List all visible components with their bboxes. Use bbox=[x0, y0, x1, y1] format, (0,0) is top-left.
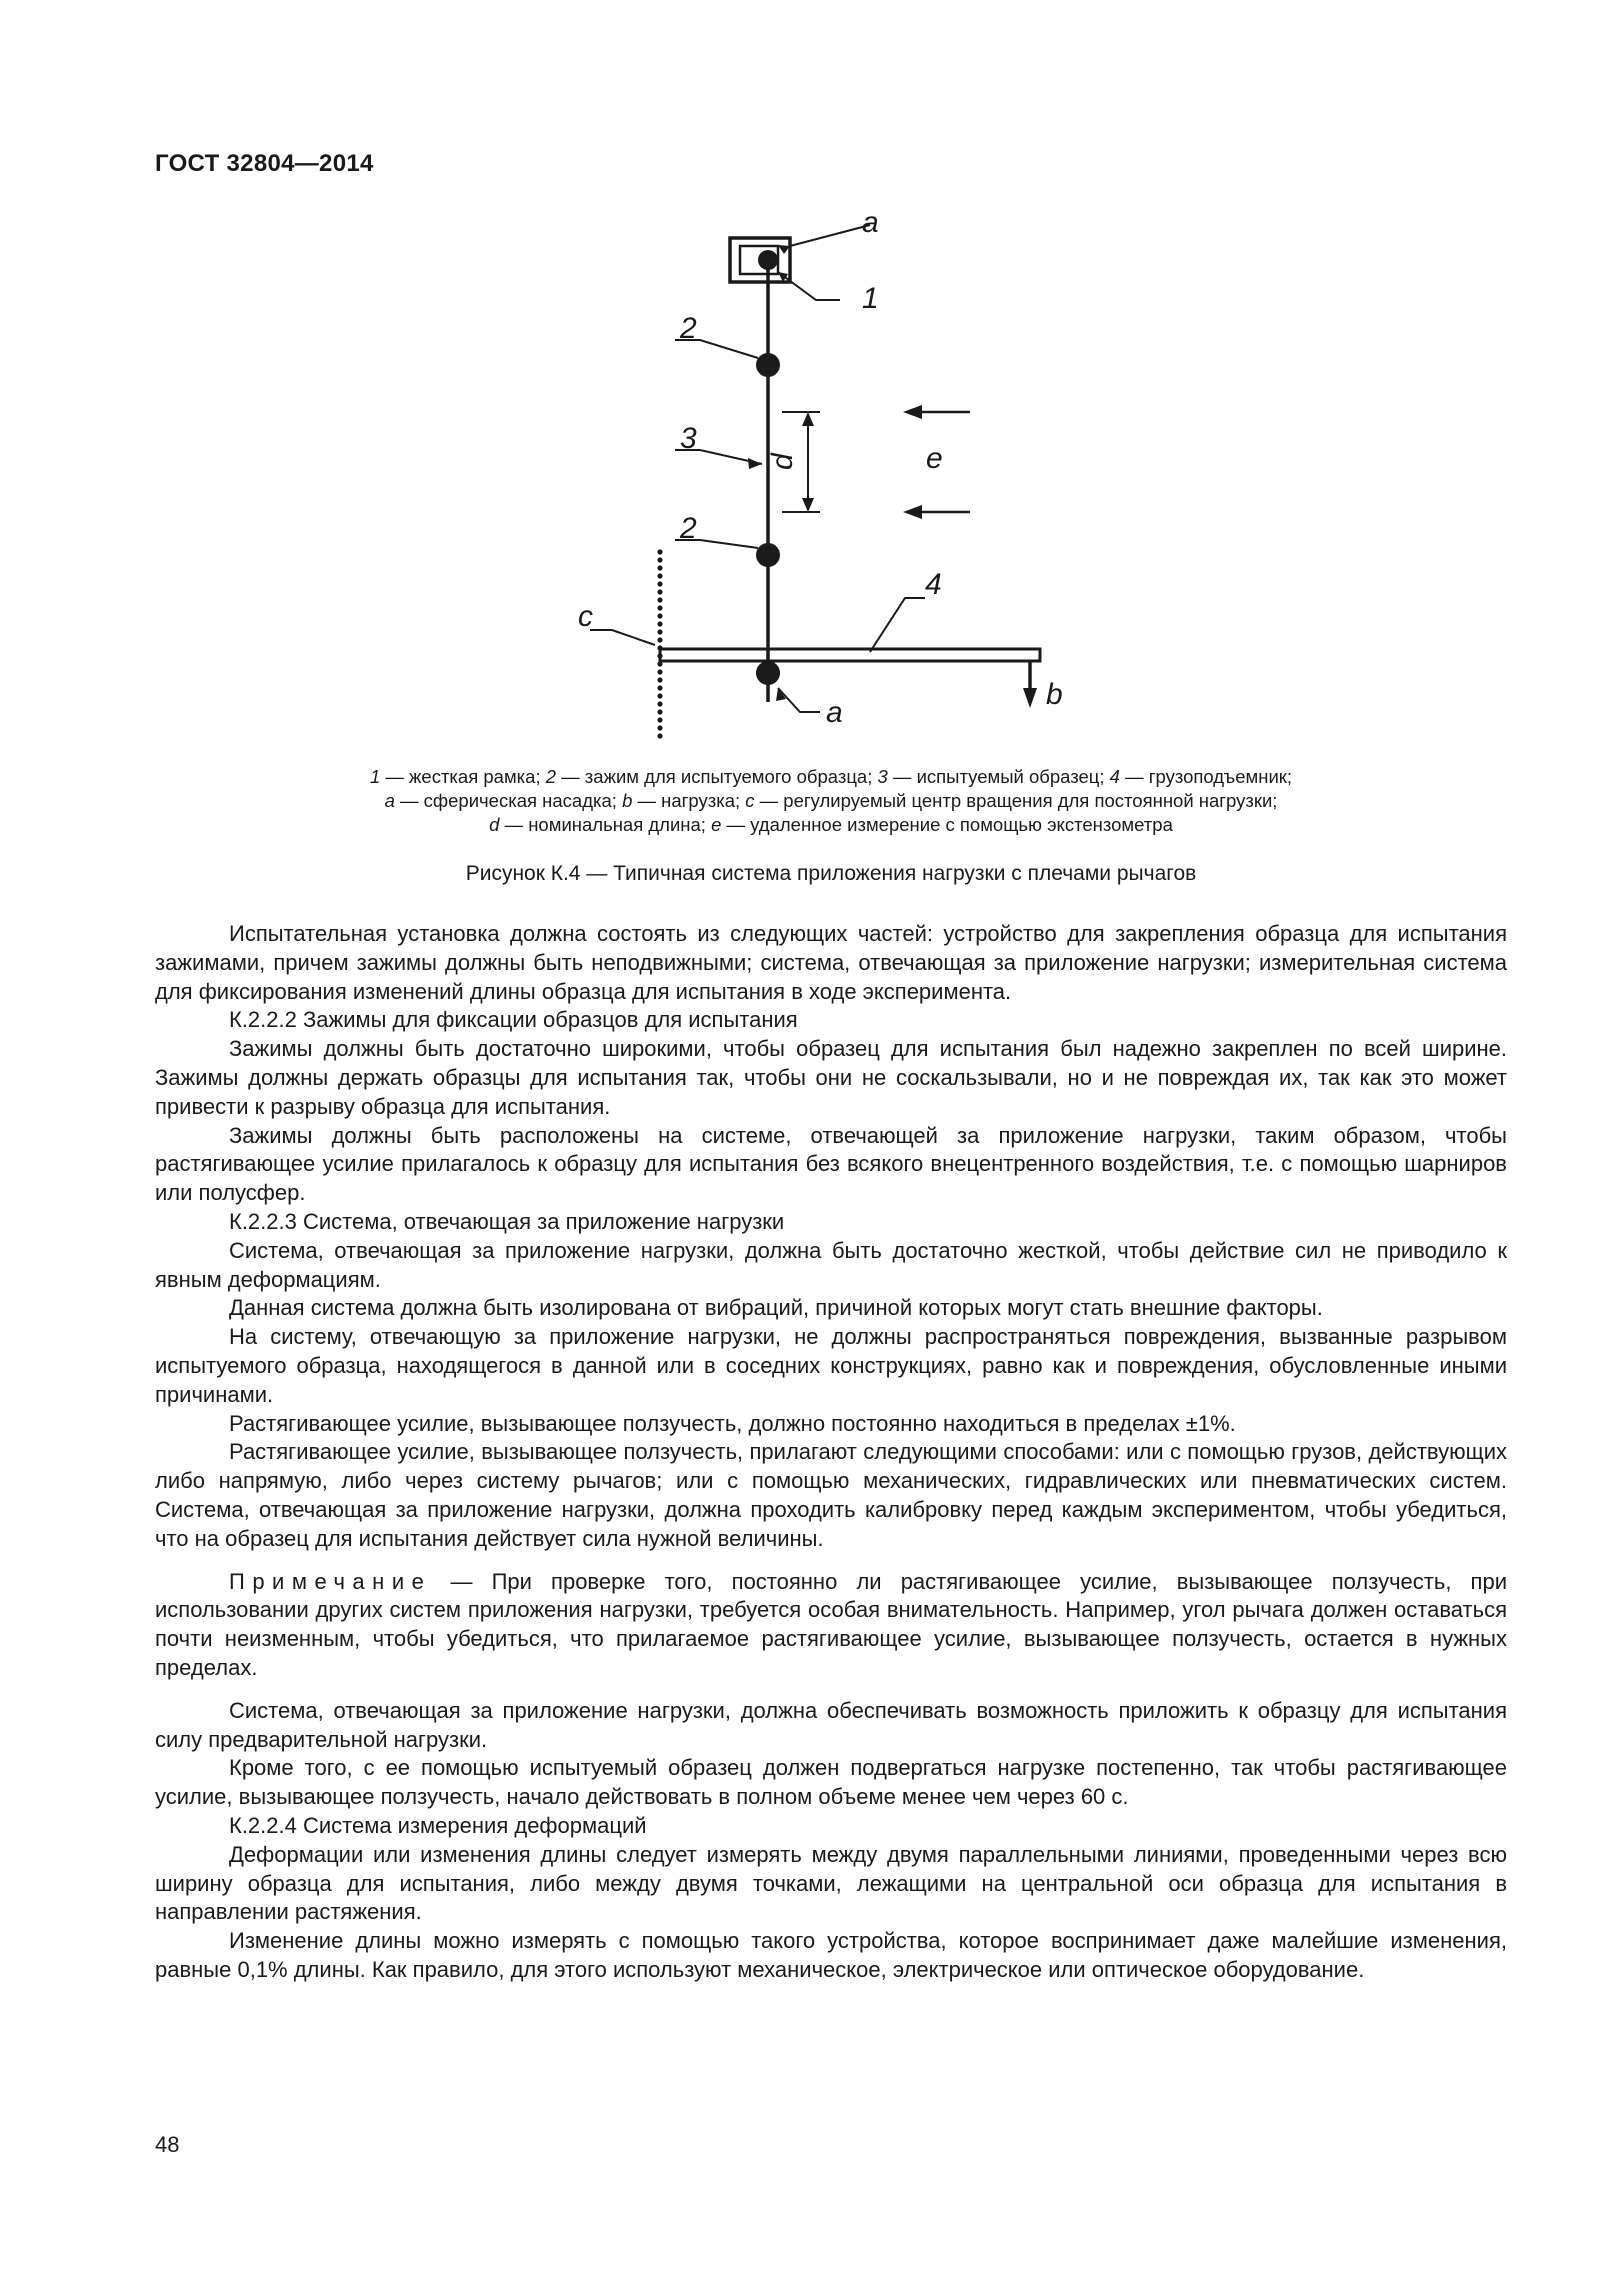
note bbox=[155, 1568, 1507, 1683]
note-label: Примечание bbox=[229, 1568, 432, 1594]
label-d: d bbox=[766, 453, 799, 470]
clamp-top bbox=[756, 353, 780, 377]
paragraph: Система, отвечающая за приложение нагрузки, должна быть достаточно жесткой, чтобы действие сил не приводило к явным деформациям. bbox=[155, 1237, 1507, 1292]
label-2-top: 2 bbox=[680, 312, 697, 345]
label-e: e bbox=[926, 442, 943, 475]
paragraph: Зажимы должны быть расположены на системе, отвечающей за приложение нагрузки, таким образом, чтобы растягивающее усилие прилагалось к образцу для испытания без всякого внецентренного воздействия, т.е. с помощью шарниров или полусфер. bbox=[155, 1122, 1507, 1206]
figure-caption: Рисунок К.4 — Типичная система приложения нагрузки с плечами рычагов bbox=[465, 862, 1197, 885]
paragraph: Растягивающее усилие, вызывающее ползучесть, прилагают следующими способами: или с помощью грузов, действующих либо напрямую, либо через систему рычагов; или с помощью механических, гидравлических или пневматических систем. Система, отвечающая за приложение нагрузки, должна проходить калибровку перед каждым экспериментом, чтобы убедиться, что на образец для испытания действует сила нужной величины. bbox=[155, 1439, 1507, 1551]
paragraph: Кроме того, с ее помощью испытуемый образец должен подвергаться нагрузке постепенно, так чтобы растягивающее усилие, вызывающее ползучесть, начало действовать в полном объеме менее чем через 60 с. bbox=[155, 1755, 1507, 1810]
label-c: c bbox=[578, 600, 593, 633]
paragraph: Деформации или изменения длины следует измерять между двумя параллельными линиями, проведенными через всю ширину образца для испытания, либо между двумя точками, лежащими на центральной оси образца для испытания в направлении растяжения. bbox=[155, 1841, 1507, 1925]
load-arrow-b bbox=[1023, 688, 1037, 708]
label-3: 3 bbox=[680, 422, 697, 455]
label-2-bottom: 2 bbox=[680, 512, 697, 545]
paragraph: Изменение длины можно измерять с помощью такого устройства, которое воспринимает даже малейшие изменения, равные 0,1% длины. Как правило, для этого используют механическое, электрическое или оптическое оборудование. bbox=[155, 1928, 1507, 1982]
pivot-column bbox=[657, 549, 662, 738]
label-a-top: a bbox=[862, 206, 879, 239]
legend-line-1: 1 — жесткая рамка; 2 — зажим для испытуемого образца; 3 — испытуемый образец; 4 — грузоподъемник; bbox=[369, 766, 1293, 787]
lever-arm bbox=[660, 649, 1040, 661]
figure-k4 bbox=[560, 205, 1080, 745]
page-number: 48 bbox=[155, 2132, 180, 2157]
section-heading: К.2.2.4 Система измерения деформаций bbox=[229, 1812, 647, 1838]
document-header: ГОСТ 32804—2014 bbox=[155, 150, 374, 177]
label-1: 1 bbox=[862, 282, 879, 315]
legend-line-3: d — номинальная длина; e — удаленное измерение с помощью экстензометра bbox=[489, 814, 1173, 835]
clamp-bottom bbox=[756, 543, 780, 567]
spherical-fitting-bottom bbox=[756, 661, 780, 685]
paragraph: Данная система должна быть изолирована от вибраций, причиной которых могут стать внешние факторы. bbox=[229, 1295, 1323, 1321]
paragraph: Зажимы должны быть достаточно широкими, чтобы образец для испытания был надежно закреплен по всей ширине. Зажимы должны держать образцы для испытания так, чтобы они не соскальзывали, но и не повреждая их, так как это может привести к разрыву образца для испытания. bbox=[155, 1036, 1507, 1119]
label-4: 4 bbox=[925, 568, 942, 601]
section-heading: К.2.2.3 Система, отвечающая за приложение нагрузки bbox=[229, 1208, 785, 1234]
section-heading: К.2.2.2 Зажимы для фиксации образцов для испытания bbox=[229, 1007, 798, 1033]
paragraph: Растягивающее усилие, вызывающее ползучесть, должно постоянно находиться в пределах ±1%. bbox=[229, 1410, 1236, 1436]
figure-legend bbox=[155, 765, 1507, 837]
body-text bbox=[155, 920, 1507, 1985]
legend-line-2: a — сферическая насадка; b — нагрузка; c — регулируемый центр вращения для постоянной нагрузки; bbox=[384, 790, 1278, 811]
note-text: — При проверке того, постоянно ли растягивающее усилие, вызывающее ползучесть, при использовании других систем приложения нагрузки, требуется особая внимательность. Например, угол рычага должен оставаться почти неизменным, чтобы убедиться, что прилагаемое растягивающее усилие, вызывающее ползучесть, остается в нужных пределах. bbox=[155, 1568, 1507, 1680]
label-a-bottom: a bbox=[826, 696, 843, 729]
label-b: b bbox=[1046, 678, 1063, 711]
paragraph: Испытательная установка должна состоять из следующих частей: устройство для закрепления образца для испытания зажимами, причем зажимы должны быть неподвижными; система, отвечающая за приложение нагрузки; измерительная система для фиксирования изменений длины образца для испытания в ходе эксперимента. bbox=[155, 921, 1507, 1004]
figure-diagram bbox=[560, 205, 1080, 745]
paragraph: Система, отвечающая за приложение нагрузки, должна обеспечивать возможность приложить к образцу для испытания силу предварительной нагрузки. bbox=[155, 1697, 1507, 1752]
spherical-fitting-top bbox=[758, 250, 778, 270]
paragraph: На систему, отвечающую за приложение нагрузки, не должны распространяться повреждения, вызванные разрывом испытуемого образца, находящегося в данной или в соседних конструкциях, равно как и повреждения, обусловленные иными причинами. bbox=[155, 1324, 1507, 1407]
